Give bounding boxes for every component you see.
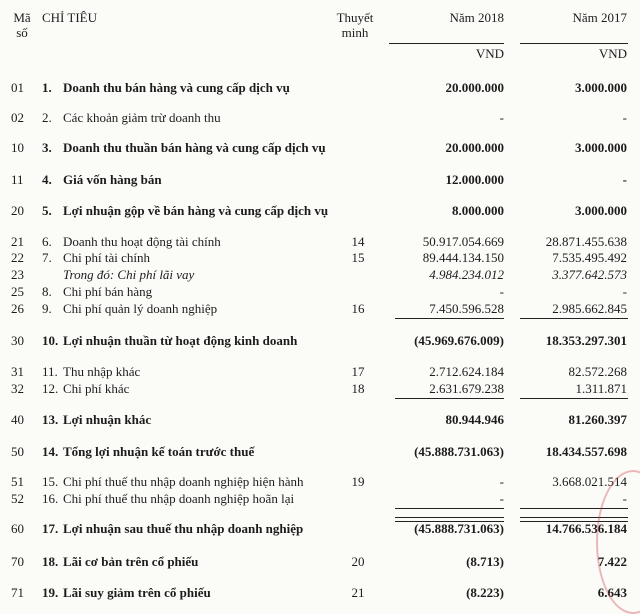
row-value-2018: 4.984.234.012: [429, 267, 504, 282]
row-code: 32: [11, 381, 24, 396]
row-number: 9.: [42, 301, 52, 316]
row-code: 30: [11, 333, 24, 348]
row-label: Giá vốn hàng bán: [63, 172, 162, 187]
row-number: 18.: [42, 554, 59, 569]
underline: [520, 318, 628, 319]
row-code: 51: [11, 474, 24, 489]
row-value-2017: 2.985.662.845: [552, 301, 627, 316]
row-code: 21: [11, 234, 24, 249]
row-value-2018: (45.888.731.063): [414, 521, 504, 536]
row-value-2017: 7.422: [597, 554, 627, 569]
statement-row: [0, 284, 640, 300]
row-label: Lợi nhuận sau thuế thu nhập doanh nghiệp: [63, 521, 304, 536]
row-label: Chi phí thuế thu nhập doanh nghiệp hiện hành: [63, 474, 304, 489]
row-note: 15: [351, 250, 365, 265]
underline: [395, 508, 504, 509]
row-label: Chi phí quản lý doanh nghiệp: [63, 301, 218, 316]
row-value-2017: 3.377.642.573: [552, 267, 627, 282]
row-value-2017: 3.000.000: [575, 140, 627, 155]
row-value-2017: 18.353.297.301: [545, 333, 627, 348]
row-note: 17: [351, 364, 365, 379]
row-code: 01: [11, 80, 24, 95]
row-value-2017: 28.871.455.638: [545, 234, 627, 249]
row-number: 2.: [42, 110, 52, 125]
row-value-2017: 7.535.495.492: [552, 250, 627, 265]
statement-row: [0, 301, 640, 317]
row-label: Chi phí tài chính: [63, 250, 151, 265]
row-note: 14: [351, 234, 365, 249]
row-note: 20: [351, 554, 365, 569]
row-number: 10.: [42, 333, 59, 348]
row-code: 50: [11, 444, 24, 459]
statement-row: [0, 412, 640, 428]
row-number: 6.: [42, 234, 52, 249]
row-code: 40: [11, 412, 24, 427]
row-value-2018: -: [499, 491, 504, 506]
statement-row: [0, 250, 640, 266]
code-header: Mã số: [13, 10, 31, 40]
row-label: Doanh thu thuần bán hàng và cung cấp dịch vụ: [63, 140, 326, 155]
underline: [520, 398, 628, 399]
row-number: 8.: [42, 284, 52, 299]
year-2017-header: Năm 2017: [572, 10, 627, 25]
row-number: 4.: [42, 172, 52, 187]
row-value-2017: 3.000.000: [575, 203, 627, 218]
row-code: 23: [11, 267, 24, 282]
double-underline: [395, 517, 504, 522]
row-note: 19: [351, 474, 365, 489]
row-label: Lợi nhuận thuần từ hoạt động kinh doanh: [63, 333, 298, 348]
row-value-2018: (45.888.731.063): [414, 444, 504, 459]
row-number: 7.: [42, 250, 52, 265]
row-value-2017: 81.260.397: [568, 412, 627, 427]
underline: [395, 398, 504, 399]
statement-row: [0, 491, 640, 507]
row-value-2018: 12.000.000: [445, 172, 504, 187]
row-value-2017: 18.434.557.698: [545, 444, 627, 459]
row-number: 11.: [42, 364, 58, 379]
row-note: 21: [351, 585, 365, 600]
statement-row: [0, 172, 640, 188]
statement-row: [0, 521, 640, 537]
statement-row: [0, 110, 640, 126]
row-label: Lợi nhuận gộp về bán hàng và cung cấp dịch vụ: [63, 203, 329, 218]
row-value-2017: 3.668.021.514: [552, 474, 627, 489]
underline: [395, 318, 504, 319]
statement-row: [0, 364, 640, 380]
statement-row: [0, 140, 640, 156]
statement-row: [0, 381, 640, 397]
row-number: 19.: [42, 585, 59, 600]
header-rule-2018: [389, 43, 504, 44]
row-value-2018: -: [499, 284, 504, 299]
statement-row: [0, 333, 640, 349]
row-note: 18: [351, 381, 365, 396]
row-code: 60: [11, 521, 24, 536]
statement-row: [0, 554, 640, 570]
row-code: 20: [11, 203, 24, 218]
row-value-2018: 7.450.596.528: [429, 301, 504, 316]
row-label: Chi phí thuế thu nhập doanh nghiệp hoãn lại: [63, 491, 295, 506]
row-code: 10: [11, 140, 24, 155]
row-value-2018: -: [499, 110, 504, 125]
statement-row: [0, 585, 640, 601]
row-code: 22: [11, 250, 24, 265]
row-label: Lãi cơ bản trên cổ phiếu: [63, 554, 199, 569]
row-code: 02: [11, 110, 24, 125]
row-value-2017: -: [622, 172, 627, 187]
row-value-2018: 8.000.000: [452, 203, 504, 218]
row-value-2018: 80.944.946: [445, 412, 504, 427]
row-value-2017: -: [622, 110, 627, 125]
row-label: Chi phí khác: [63, 381, 130, 396]
row-code: 71: [11, 585, 24, 600]
year-2018-header: Năm 2018: [449, 10, 504, 25]
row-number: 5.: [42, 203, 52, 218]
row-code: 31: [11, 364, 24, 379]
row-label: Doanh thu bán hàng và cung cấp dịch vụ: [63, 80, 290, 95]
statement-row: [0, 80, 640, 96]
row-number: 16.: [42, 491, 59, 506]
row-label: Tổng lợi nhuận kế toán trước thuế: [63, 444, 255, 459]
item-header: CHỈ TIÊU: [42, 10, 98, 25]
row-value-2018: 20.000.000: [445, 140, 504, 155]
statement-row: [0, 474, 640, 490]
row-label: Thu nhập khác: [63, 364, 141, 379]
row-number: 12.: [42, 381, 59, 396]
row-value-2017: 14.766.536.184: [545, 521, 627, 536]
row-value-2017: 82.572.268: [568, 364, 627, 379]
row-code: 70: [11, 554, 24, 569]
row-value-2018: -: [499, 474, 504, 489]
header-rule-2017: [520, 43, 628, 44]
row-value-2018: 20.000.000: [445, 80, 504, 95]
row-label: Các khoản giảm trừ doanh thu: [63, 110, 221, 125]
statement-row: [0, 203, 640, 219]
row-label: Trong đó: Chi phí lãi vay: [63, 267, 195, 282]
row-value-2018: 2.712.624.184: [429, 364, 504, 379]
row-value-2018: 89.444.134.150: [422, 250, 504, 265]
row-value-2018: (8.223): [466, 585, 504, 600]
row-code: 25: [11, 284, 24, 299]
currency-2018: VND: [475, 46, 504, 61]
statement-row: [0, 267, 640, 283]
row-label: Lãi suy giảm trên cổ phiếu: [63, 585, 211, 600]
row-value-2018: (45.969.676.009): [414, 333, 504, 348]
row-value-2017: -: [622, 284, 627, 299]
row-number: 3.: [42, 140, 52, 155]
row-value-2018: 2.631.679.238: [429, 381, 504, 396]
row-label: Chi phí bán hàng: [63, 284, 153, 299]
row-value-2017: 6.643: [597, 585, 627, 600]
row-number: 15.: [42, 474, 59, 489]
row-value-2018: 50.917.054.669: [422, 234, 504, 249]
row-note: 16: [351, 301, 365, 316]
row-value-2017: -: [622, 491, 627, 506]
statement-row: [0, 444, 640, 460]
row-code: 26: [11, 301, 24, 316]
row-number: 17.: [42, 521, 59, 536]
statement-row: [0, 234, 640, 250]
row-number: 14.: [42, 444, 59, 459]
row-value-2018: (8.713): [466, 554, 504, 569]
row-code: 52: [11, 491, 24, 506]
row-value-2017: 3.000.000: [575, 80, 627, 95]
row-label: Lợi nhuận khác: [63, 412, 152, 427]
note-header: Thuyết minh: [336, 10, 374, 40]
row-label: Doanh thu hoạt động tài chính: [63, 234, 221, 249]
row-code: 11: [11, 172, 24, 187]
row-number: 1.: [42, 80, 52, 95]
row-value-2017: 1.311.871: [575, 381, 627, 396]
row-number: 13.: [42, 412, 59, 427]
currency-2017: VND: [598, 46, 627, 61]
